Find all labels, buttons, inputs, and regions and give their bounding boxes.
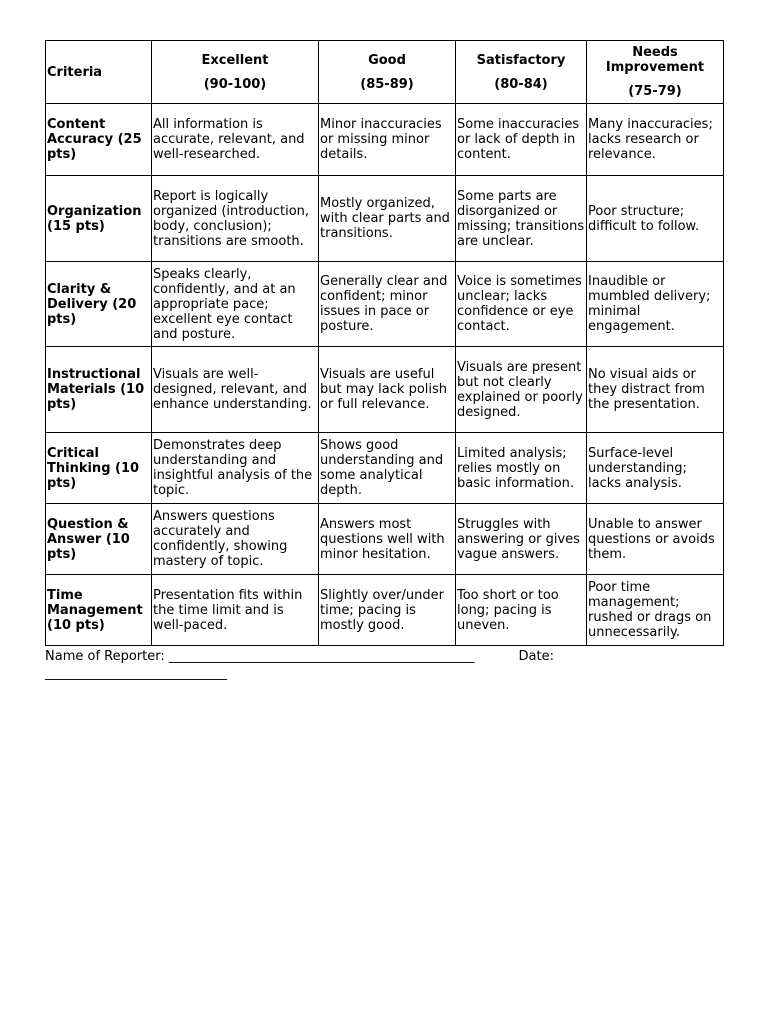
table-row [46, 504, 724, 575]
descriptor-cell: Limited analysis; relies mostly on basic information. [456, 433, 587, 504]
level-header-satisfactory [456, 41, 587, 104]
descriptor-cell: Visuals are well-designed, relevant, and enhance understanding. [152, 347, 319, 433]
criterion-cell: Question & Answer (10 pts) [46, 504, 152, 575]
level-name: Needs Improvement [605, 45, 705, 75]
descriptor-cell: Some inaccuracies or lack of depth in content. [456, 104, 587, 176]
table-row [46, 176, 724, 262]
level-range: (80-84) [494, 76, 548, 92]
descriptor-cell: Answers questions accurately and confidently, showing mastery of topic. [152, 504, 319, 575]
descriptor-cell: Demonstrates deep understanding and insightful analysis of the topic. [152, 433, 319, 504]
descriptor-cell: Inaudible or mumbled delivery; minimal engagement. [587, 262, 724, 347]
header-row [46, 41, 724, 104]
descriptor-cell: Report is logically organized (introduction, body, conclusion); transitions are smooth. [152, 176, 319, 262]
reporter-name-blank[interactable]: _______________________________________________ [168, 649, 475, 664]
descriptor-cell: All information is accurate, relevant, and well-researched. [152, 104, 319, 176]
descriptor-cell: Slightly over/under time; pacing is mostly good. [319, 575, 456, 646]
table-row [46, 433, 724, 504]
criterion-cell: Content Accuracy (25 pts) [46, 104, 152, 176]
descriptor-cell: Answers most questions well with minor hesitation. [319, 504, 456, 575]
level-header-good [319, 41, 456, 104]
table-row [46, 575, 724, 646]
table-row [46, 262, 724, 347]
descriptor-cell: Voice is sometimes unclear; lacks confidence or eye contact. [456, 262, 587, 347]
table-row [46, 104, 724, 176]
criteria-header: Criteria [46, 41, 152, 104]
level-range: (85-89) [360, 76, 414, 92]
descriptor-cell: Poor structure; difficult to follow. [587, 176, 724, 262]
descriptor-cell: Minor inaccuracies or missing minor details. [319, 104, 456, 176]
descriptor-cell: Struggles with answering or gives vague answers. [456, 504, 587, 575]
level-range: (90-100) [203, 76, 267, 92]
level-header-needs-improvement [587, 41, 724, 104]
descriptor-cell: Visuals are useful but may lack polish or full relevance. [319, 347, 456, 433]
reporter-label: Name of Reporter: [45, 649, 165, 664]
descriptor-cell: No visual aids or they distract from the presentation. [587, 347, 724, 433]
rubric-table [45, 40, 724, 646]
descriptor-cell: Surface-level understanding; lacks analysis. [587, 433, 724, 504]
level-range: (75-79) [628, 84, 682, 99]
descriptor-cell: Generally clear and confident; minor issues in pace or posture. [319, 262, 456, 347]
criterion-cell: Instructional Materials (10 pts) [46, 347, 152, 433]
date-blank[interactable]: ____________________________ [45, 666, 227, 681]
descriptor-cell: Poor time management; rushed or drags on unnecessarily. [587, 575, 724, 646]
descriptor-cell: Mostly organized, with clear parts and transitions. [319, 176, 456, 262]
descriptor-cell: Presentation fits within the time limit and is well-paced. [152, 575, 319, 646]
date-label: Date: [518, 649, 554, 664]
descriptor-cell: Visuals are present but not clearly explained or poorly designed. [456, 347, 587, 433]
level-name: Satisfactory [476, 52, 566, 68]
descriptor-cell: Some parts are disorganized or missing; transitions are unclear. [456, 176, 587, 262]
level-name: Excellent [201, 52, 269, 68]
reporter-footer [45, 648, 725, 682]
criterion-cell: Clarity & Delivery (20 pts) [46, 262, 152, 347]
descriptor-cell: Unable to answer questions or avoids them. [587, 504, 724, 575]
criterion-cell: Time Management (10 pts) [46, 575, 152, 646]
descriptor-cell: Speaks clearly, confidently, and at an appropriate pace; excellent eye contact and posture. [152, 262, 319, 347]
criterion-cell: Organization (15 pts) [46, 176, 152, 262]
level-name: Good [368, 52, 406, 68]
table-row [46, 347, 724, 433]
descriptor-cell: Too short or too long; pacing is uneven. [456, 575, 587, 646]
descriptor-cell: Many inaccuracies; lacks research or relevance. [587, 104, 724, 176]
level-header-excellent [152, 41, 319, 104]
descriptor-cell: Shows good understanding and some analytical depth. [319, 433, 456, 504]
criterion-cell: Critical Thinking (10 pts) [46, 433, 152, 504]
